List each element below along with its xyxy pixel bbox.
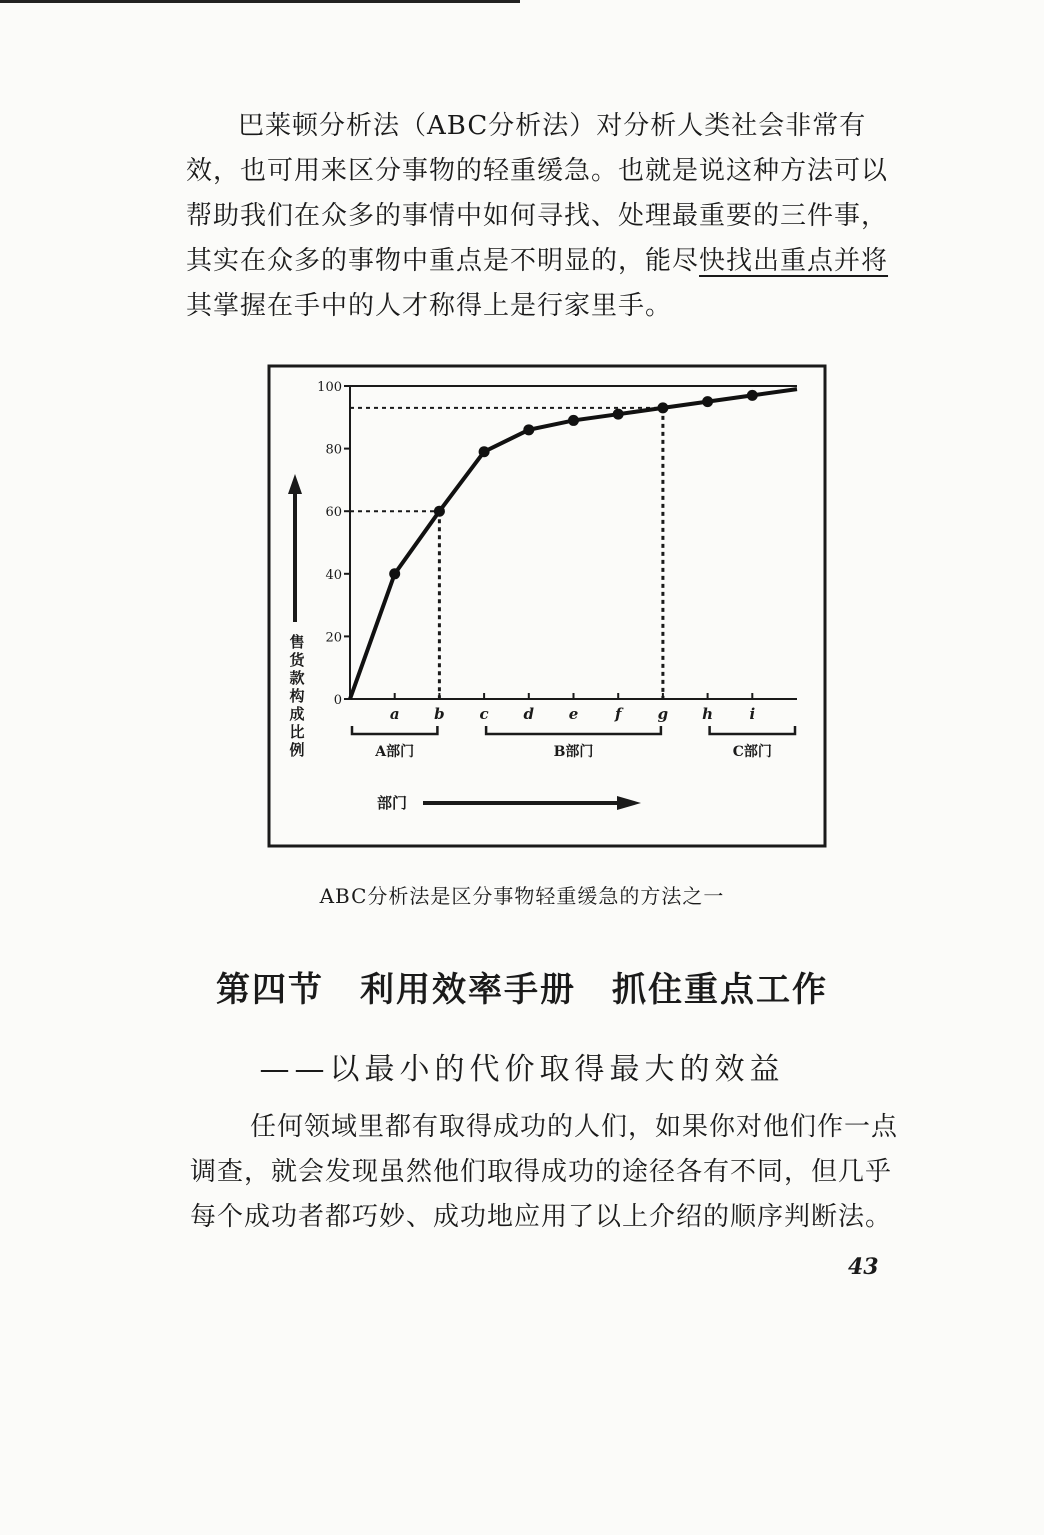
group-bracket bbox=[486, 726, 661, 734]
data-point bbox=[702, 396, 713, 407]
y-tick-label: 0 bbox=[333, 693, 342, 708]
x-tick-label: i bbox=[749, 705, 756, 723]
x-tick-label: g bbox=[657, 705, 669, 723]
x-tick-label: e bbox=[568, 705, 579, 723]
x-tick-label: h bbox=[702, 705, 714, 723]
data-point bbox=[747, 390, 758, 401]
y-axis-label-char: 比 bbox=[289, 723, 305, 741]
y-tick-label: 100 bbox=[317, 380, 342, 395]
x-axis-label: 部门 bbox=[377, 794, 408, 812]
x-tick-label: b bbox=[434, 705, 445, 723]
text-line: 任何领域里都有取得成功的人们，如果你对他们作一点 bbox=[250, 1112, 899, 1142]
x-tick-label: a bbox=[389, 705, 400, 723]
underlined-text: 快找出重点并将 bbox=[699, 246, 889, 276]
text-line: 帮助我们在众多的事情中如何寻找、处理最重要的三件事， bbox=[186, 201, 889, 231]
y-tick-label: 60 bbox=[325, 505, 342, 521]
section-subtitle: ——以最小的代价取得最大的效益 bbox=[259, 1052, 785, 1087]
y-axis-label-char: 售 bbox=[289, 633, 305, 651]
figure-frame bbox=[269, 366, 825, 846]
data-point bbox=[613, 409, 624, 420]
text-line: 每个成功者都巧妙、成功地应用了以上介绍的顺序判断法。 bbox=[190, 1202, 893, 1232]
section-heading: 第四节 利用效率手册 抓住重点工作 bbox=[216, 970, 828, 1010]
page-number: 43 bbox=[848, 1254, 879, 1280]
y-axis-label-char: 款 bbox=[289, 669, 305, 687]
y-axis-label-char: 构 bbox=[289, 687, 305, 705]
y-tick-label: 80 bbox=[325, 442, 342, 458]
data-point bbox=[434, 506, 445, 517]
text-line: 效，也可用来区分事物的轻重缓急。也就是说这种方法可以 bbox=[186, 156, 889, 186]
intro-paragraph bbox=[186, 104, 906, 329]
data-point bbox=[523, 424, 534, 435]
group-label: B部门 bbox=[553, 744, 594, 760]
text-line: 巴莱顿分析法（ABC分析法）对分析人类社会非常有 bbox=[238, 111, 867, 141]
text-line: 其掌握在手中的人才称得上是行家里手。 bbox=[186, 291, 673, 321]
data-point bbox=[568, 415, 579, 426]
y-tick-label: 20 bbox=[325, 630, 342, 646]
y-axis-label-char: 货 bbox=[289, 651, 305, 669]
group-bracket bbox=[352, 726, 437, 734]
abc-analysis-figure bbox=[265, 362, 835, 857]
group-bracket bbox=[710, 726, 795, 734]
data-point bbox=[479, 446, 490, 457]
data-point bbox=[657, 402, 668, 413]
y-axis-label-char: 例 bbox=[289, 741, 305, 759]
up-arrow-icon bbox=[288, 474, 302, 494]
y-axis-label-char: 成 bbox=[289, 705, 305, 723]
data-point bbox=[389, 568, 400, 579]
x-tick-label: f bbox=[614, 705, 622, 723]
right-arrow-icon bbox=[617, 796, 641, 810]
abc-chart bbox=[265, 362, 835, 857]
text-line: 调查，就会发现虽然他们取得成功的途径各有不同，但几乎 bbox=[190, 1157, 893, 1187]
y-tick-label: 40 bbox=[325, 567, 342, 583]
text-line bbox=[186, 239, 906, 284]
group-label: C部门 bbox=[732, 744, 772, 760]
text-line-start: 其实在众多的事物中重点是不明显的，能尽 bbox=[186, 246, 700, 276]
top-rule bbox=[0, 0, 520, 3]
figure-caption: ABC分析法是区分事物轻重缓急的方法之一 bbox=[319, 884, 725, 908]
x-tick-label: d bbox=[523, 705, 535, 723]
cumulative-curve bbox=[350, 389, 797, 699]
y-axis-label bbox=[289, 633, 305, 759]
x-tick-label: c bbox=[479, 705, 489, 723]
group-label: A部门 bbox=[375, 744, 415, 760]
body-paragraph bbox=[190, 1105, 910, 1240]
